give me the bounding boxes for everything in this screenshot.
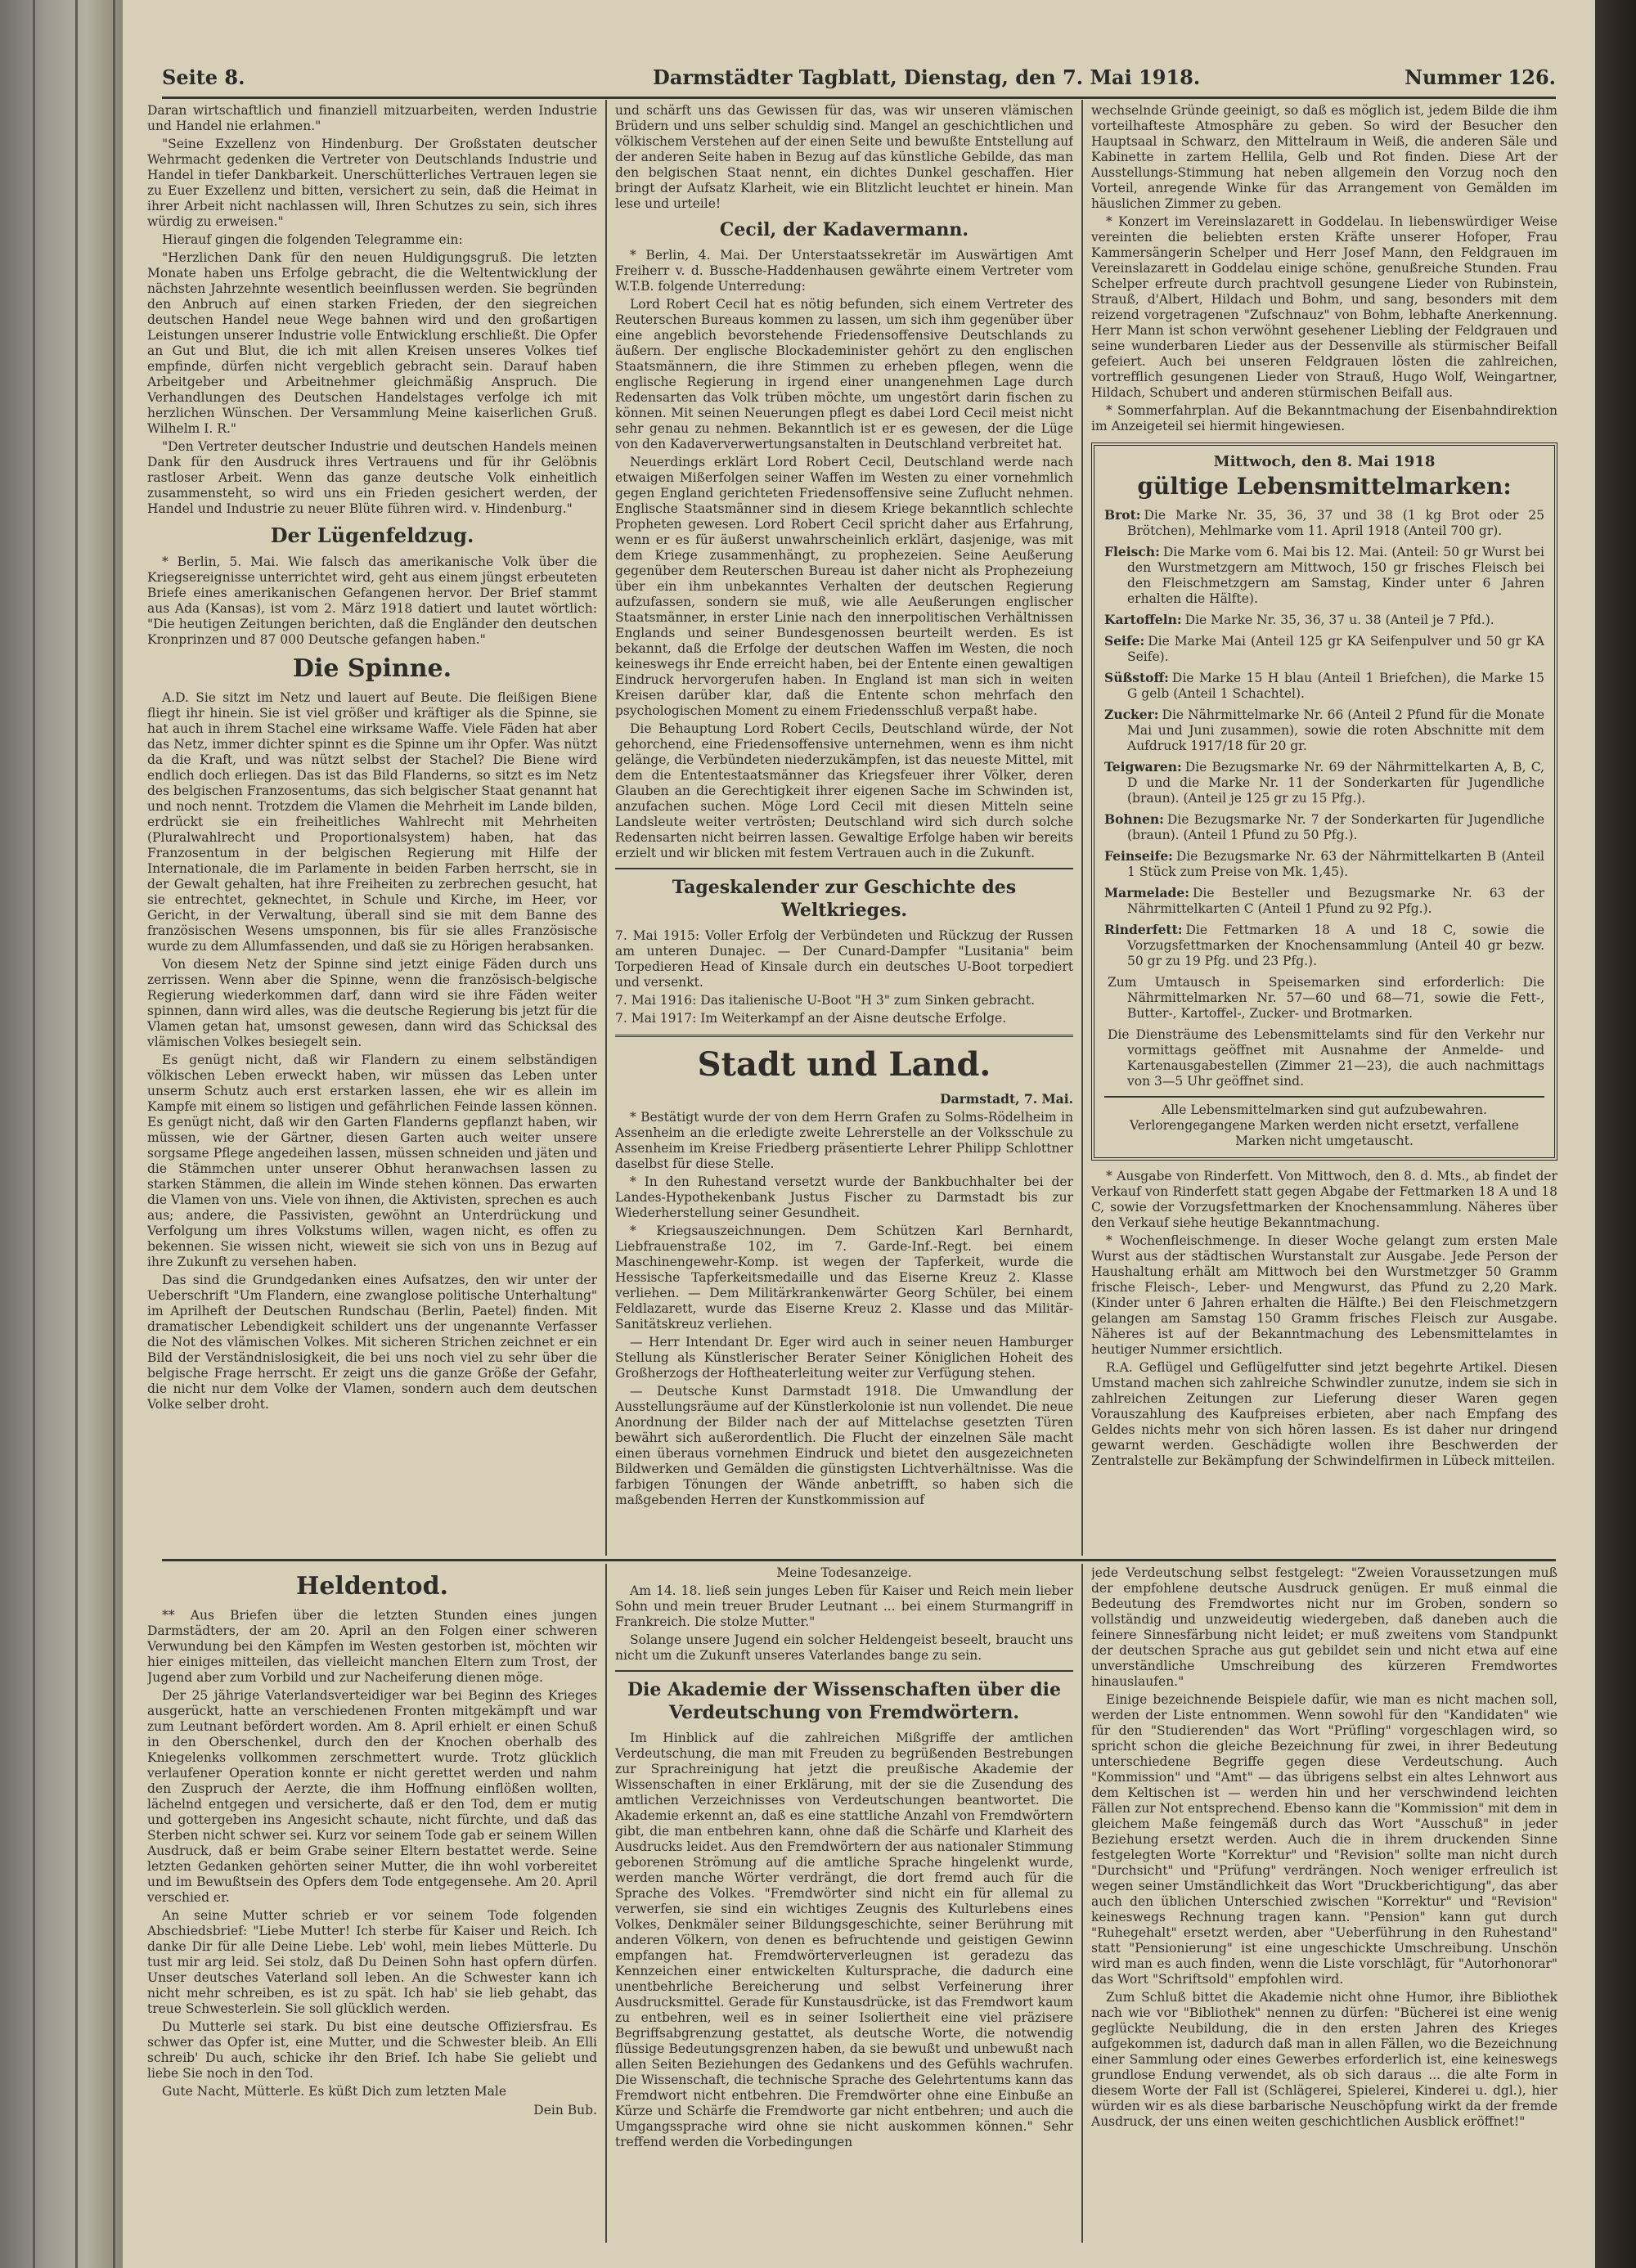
ration-row [1104,670,1544,702]
ration-detail: Die Besteller und Bezugsmarke Nr. 63 der Nährmittelkarten C (Anteil 1 Pfund zu 92 Pfg.). [1127,886,1544,916]
paragraph: Der 25 jährige Vaterlandsverteidiger war bei Beginn des Krieges ausgerückt, hatte an verschiedenen Fronten mitgekämpft und war zum Leutnant befördert worden. Am 8. April erhielt er einen Schuß in den Oberschenkel, durch den der Knochen oberhalb des Kniegelenks vollkommen zerschmettert wurde. Trotz glücklich verlaufener Operation konnte er nicht gerettet werden und nahm den Zuspruch der Aerzte, die ihm Hoffnung einflößen wollten, lächelnd entgegen und versicherte, daß er den Tod, dem er mutig und gottergeben ins Angesicht schaute, nicht fürchte, und daß das Sterben nicht schwer sei. Kurz vor seinem Tode gab er seinem Willen Ausdruck, daß er beim Grabe seiner Eltern bestattet werde. Seine letzten Gedanken gehörten seiner Mutter, die ihn wohl vorbereitet und im Bewußtsein des Opfers dem Tode entgegensehe. Am 20. April verschied er. [147,1688,597,1905]
paragraph: "Herzlichen Dank für den neuen Huldigungsgruß. Die letzten Monate haben uns Erfolge gebracht, die die Weltentwicklung der nächsten Jahrzehnte wesentlich beeinflussen werden. Sie begründen den Anbruch auf einen starken Frieden, der den siegreichen deutschen Handel neue Wege bahnen wird und den großartigen Leistungen unserer Industrie volle Entwicklung erschließt. Die Opfer an Gut und Blut, die ich mit allen Kreisen unseres Volkes tief empfinde, dürfen nicht vergeblich gebracht sein. Darauf haben Arbeitgeber und Arbeitnehmer gleichmäßig Anspruch. Die Verhandlungen des Deutschen Handelstages verfolge ich mit herzlichen Wünschen. Der Versammlung Meine kaiserlichen Gruß. Wilhelm I. R." [147,250,597,436]
ration-row [1104,633,1544,665]
paragraph: * Berlin, 5. Mai. Wie falsch das amerikanische Volk über die Kriegsereignisse unterrichtet wird, geht aus einem jüngst erbeuteten Briefe eines amerikanischen Gefangenen hervor. Der Brief stammt aus Ada (Kansas), ist vom 2. März 1918 datiert und lautet wörtlich: "Die heutigen Zeitungen berichten, daß die Engländer den deutschen Kronprinzen und 87 000 Deutsche gefangen haben." [147,555,597,647]
paragraph: "Seine Exzellenz von Hindenburg. Der Großstaten deutscher Wehrmacht gedenken die Vertreter von Deutschlands Industrie und Handel in tiefer Dankbarkeit. Unerschütterliches Vertrauen legen sie zu Euer Exzellenz und bitten, versichert zu sein, daß die Heimat in ihrer Arbeit nicht nachlassen will, Ihren Schutzes zu sein, sich ihres würdig zu erweisen." [147,137,597,229]
paragraph: Hierauf gingen die folgenden Telegramme ein: [162,232,463,247]
column-1 [147,103,597,1554]
paragraph: An seine Mutter schrieb er vor seinem Tode folgenden Abschiedsbrief: "Liebe Mutter! Ich sterbe für Kaiser und Reich. Ich danke Dir für alle Deine Liebe. Leb' wohl, mein liebes Mütterle. Du tust mir arg leid. Sei stolz, daß Du Deinen Sohn hast opfern dürfen. Unser deutsches Vaterland soll leben. An die Schwester kann ich nicht mehr schreiben, es ist zu spät. Ich hab' sie lieb gehabt, das treue Schwesterlein. Sie soll glücklich werden. [147,1908,597,2016]
paragraph: * Bestätigt wurde der von dem Herrn Grafen zu Solms-Rödelheim in Assenheim an die erledigte zweite Lehrerstelle an der Volksschule zu Assenheim im Kreise Friedberg präsentierte Lehrer Philipp Schlottner daselbst für diese Stelle. [615,1110,1073,1171]
article-title: Heldentod. [296,1572,448,1601]
ration-row [1104,507,1544,539]
column-rule [1081,100,1083,1556]
article-title: Die Spinne. [292,654,452,683]
paragraph: * Berlin, 4. Mai. Der Unterstaatssekretär im Auswärtigen Amt Freiherr v. d. Bussche-Haddenhausen gewährte einem Vertreter vom W.T.B. folgende Unterredung: [615,248,1073,294]
ration-item: Kartoffeln: [1104,612,1182,627]
paragraph: * Kriegsauszeichnungen. Dem Schützen Karl Bernhardt, Liebfrauenstraße 102, im 7. Garde-Inf.-Regt. bei einem Maschinengewehr-Komp. ist wegen der Tapferkeit, wurde die Hessische Tapferkeitsmedaille und das Eiserne Kreuz 2. Klasse verliehen. — Dem Militärkrankenwärter Georg Schüler, bei einem Feldlazarett, wurde das Eiserne Kreuz 2. Klasse und das Militär-Sanitätskreuz verliehen. [615,1224,1073,1332]
paragraph: Von diesem Netz der Spinne sind jetzt einige Fäden durch uns zerrissen. Wenn aber die Spinne, wenn die französisch-belgische Regierung wiederkommen darf, dann wird sie ihre Fäden weiter spinnen, dann wird alles, was die deutsche Regierung bis jetzt für die Vlamen getan hat, umsonst gewesen, dann wird das Schicksal des vlämischen Volkes besiegelt sein. [147,957,597,1049]
dateline: Darmstadt, 7. Mai. [940,1091,1073,1107]
paragraph: — Herr Intendant Dr. Eger wird auch in seiner neuen Hamburger Stellung als Künstlerischer Berater Seiner Königlichen Hoheit des Großherzogs der Hoftheaterleitung weiter zur Verfügung stehen. [615,1335,1073,1381]
letter-signature: Dein Bub. [533,2103,597,2118]
ration-item: Brot: [1104,507,1141,523]
paragraph: Die Behauptung Lord Robert Cecils, Deutschland würde, der Not gehorchend, eine Friedensoffensive unternehmen, wenn es ihm nicht gelänge, die Verbündeten niederzukämpfen, ist das neueste Mittel, mit dem die Ententestaatsmänner das Kriegsfeuer ihrer Völker, deren Glauben an die Gerechtigkeit ihrer eigenen Sache im Schwinden ist, anzufachen suchen. Möge Lord Cecil mit diesen Mitteln seine Landsleute weiter vertrösten; Deutschland wird sich durch solche Redensarten nicht beirren lassen. Gewaltige Erfolge haben wir bereits erzielt und wir blicken mit festem Vertrauen auch in die Zukunft. [615,721,1073,860]
war-calendar [615,928,1073,1026]
section-title: Stadt und Land. [697,1045,991,1084]
article-title: Die Akademie der Wissenschaften über die Verdeutschung von Fremdwörtern. [627,1679,1062,1723]
box-date: Mittwoch, den 8. Mai 1918 [1213,453,1436,470]
ration-row [1104,707,1544,754]
masthead: Darmstädter Tagblatt, Dienstag, den 7. Mai 1918. [653,65,1201,89]
column-rule [1081,1564,1083,2243]
paragraph: wechselnde Gründe geeinigt, so daß es möglich ist, jedem Bilde die ihm vorteilhafteste Atmosphäre zu geben. So wird der Besucher den Hauptsaal in Schwarz, den Mittelraum in Weiß, die anderen Säle und Kabinette in zartem Hellila, Gelb und Rot finden. Diese Art der Ausstellungs-Stimmung hat neben allgemein den Vorzug noch den Vorteil, anregende Winke für das Arrangement von Gemälden im häuslichen Zimmer zu geben. [1091,103,1557,211]
ration-item: Zucker: [1104,707,1159,722]
paragraph: Am 14. 18. ließ sein junges Leben für Kaiser und Reich mein lieber Sohn und mein treuer Bruder Leutnant ... bei einem Sturmangriff in Frankreich. Die stolze Mutter." [615,1583,1073,1629]
ration-row [1104,612,1544,628]
newspaper-sheet [123,0,1595,2268]
ration-detail: Die Marke Nr. 35, 36, 37 und 38 (1 kg Brot oder 25 Brötchen), Mehlmarke vom 11. April 1918 (Anteil 700 gr). [1127,508,1544,538]
paragraph: * Sommerfahrplan. Auf die Bekanntmachung der Eisenbahndirektion im Anzeigeteil sei hiermit hingewiesen. [1091,403,1557,433]
paragraph: Es genügt nicht, daß wir Flandern zu einem selbständigen völkischen Leben erweckt haben, wir müssen das Leben unter unserm Schutz auch erst erstarken lassen, ehe wir es allein im Kampfe mit einem so listigen und gefährlichen Feinde lassen können. Es genügt nicht, daß wir den Garten Flanderns gepflanzt haben, wir müssen, wie der Gärtner, diesen Garten auch weiter unsere sorgsame Pflege angedeihen lassen, müssen schneiden und jäten und die Stämmchen unter unserer Obhut heranwachsen lassen zu starken Stämmen, die allein im Winde stehen können. Das erwarten die Vlamen von uns. Viele von ihnen, die Aktivisten, sprechen es auch aus; andere, die Passivisten, gewöhnt an Unterdrückung und Verfolgung um ihres Volkstums willen, wagen nicht, es offen zu bekennen. Sie wissen nicht, wieweit sie sich von uns in Bezug auf ihre Zukunft zu versehen haben. [147,1053,597,1269]
ration-detail: Die Bezugsmarke Nr. 69 der Nährmittelkarten A, B, C, D und die Marke Nr. 11 der Sonderkarten für Jugendliche (braun). (Anteil je 125 gr zu 15 Pfg.). [1127,760,1544,806]
page-header [162,59,1556,93]
ration-row [1104,811,1544,843]
ration-row [1104,544,1544,607]
ration-row [1104,922,1544,969]
paragraph: * Konzert im Vereinslazarett in Goddelau. In liebenswürdiger Weise vereinten die beliebten ersten Kräfte unserer Hofoper, Frau Kammersängerin Schelper und Herr Josef Mann, den Feldgrauen im Vereinslazarett in Goddelau einige schöne, genußreiche Stunden. Frau Schelper erfreute durch prachtvoll gesungene Lieder von Rubinstein, Strauß, d'Albert, Hildach und Bohm, und sang, besonders mit dem reizend vorgetragenen "Zufschnauz" von Bohm, lebhafte Anerkennung. Herr Mann ist schon verwöhnt gesehener Liebling der Feldgrauen und seine wunderbaren Lieder aus der Dessenville als stürmischer Beifall gefeiert. Auch bei unseren Feldgrauen lösten die zahlreichen, vortrefflich gesungenen Lieder von Strauß, Hugo Wolf, Weingartner, Hildach, Schubert und anderen stürmischen Beifall aus. [1091,214,1557,400]
page-number: Seite 8. [162,65,245,89]
calendar-entry: 7. Mai 1915: Voller Erfolg der Verbündeten und Rückzug der Russen am unteren Dunajec. — Der Cunard-Dampfer "Lusitania" beim Torpedieren Head of Kinsale durch ein deutsches U-Boot torpediert und versenkt. [615,928,1073,990]
paragraph: Du Mutterle sei stark. Du bist eine deutsche Offiziersfrau. Es schwer das Opfer ist, eine Mutter, und die Schwester bleib. An Elli schreib' Du auch, schicke ihr den Brief. Ich habe Sie geliebt und liebe Sie noch in den Tod. [147,2019,597,2081]
lower-column-1 [147,1565,597,2244]
header-rule [162,97,1556,99]
paragraph: "Den Vertreter deutscher Industrie und deutschen Handels meinen Dank für den Ausdruck ihres Vertrauens und für ihr Gelöbnis rastloser Arbeit. Wenn das ganze deutsche Volk einheitlich zusammensteht, so wird uns ein Frieden gesichert werden, der Handel und Industrie zu neuer Blüte führen wird. v. Hindenburg." [147,439,597,516]
paragraph: Gute Nacht, Mütterle. Es küßt Dich zum letzten Male [162,2084,507,2099]
ration-row [1104,759,1544,806]
calendar-entry: 7. Mai 1917: Im Weiterkampf an der Aisne deutsche Erfolge. [615,1011,1007,1026]
ration-item: Süßstoff: [1104,670,1169,685]
binding-crease [113,0,115,2268]
page-edge-shadow [1595,0,1636,2268]
section-rule [615,1035,1073,1037]
column-rule [605,100,607,1556]
ration-row [1104,1026,1544,1089]
ration-detail: Die Bezugsmarke Nr. 63 der Nährmittelkarten B (Anteil 1 Stück zum Preise von Mk. 1,45). [1127,849,1544,879]
ration-item: Fleisch: [1104,544,1160,559]
ration-item: Feinseife: [1104,848,1173,864]
box-title: gültige Lebensmittelmarken: [1137,473,1512,500]
ration-item: Rinderfett: [1104,922,1183,937]
paragraph: A.D. Sie sitzt im Netz und lauert auf Beute. Die fleißigen Biene fliegt ihr hinein. Sie ist viel größer und kräftiger als die Spinne, sie hat auch in ihrem Stachel eine wirksame Waffe. Viele Fäden hat aber das Netz, immer dichter spinnt es die Spinne um ihr Opfer. Was nützt da die Kraft, und was nützt selbst der Stachel? Die Biene wird endlich doch erliegen. Das ist das Bild Flanderns, so sitzt es im Netz des belgischen Franzosentums, das sich belgischer Staat genannt hat und noch nennt. Trotzdem die Vlamen die Mehrheit im Lande bilden, erdrückt sie ein freiheitliches Wahlrecht mit Mehrheiten (Pluralwahlrecht und Proportionalsystem) haben, hat das Franzosentum in der belgischen Regierung mit Hilfe der Internationale, die im Parlamente in beiden Farben herrscht, sie in der Gewalt gehalten, hat ihre Freiheiten zu zerbrechen gesucht, hat sie entrechtet, geknechtet, in Schule und Kirche, im Heer, vor Gericht, in der Verwaltung, überall sind sie mit dem Banne des französischen Wesens umsponnen, bis für sie alles Französische wurde zu dem Allumfassenden, und daß sie zu Hörigen herabsanken. [147,690,597,954]
column-rule [605,1564,607,2243]
ration-row [1104,848,1544,880]
ration-item: Marmelade: [1104,885,1189,900]
paragraph: R.A. Geflügel und Geflügelfutter sind jetzt begehrte Artikel. Diesen Umstand machen sich zahlreiche Schwindler zunutze, indem sie sich in zahlreichen Zeitungen zur Lieferung dieser Waren gegen Vorauszahlung des Kaufpreises erbieten, aber nach Empfang des Geldes nichts mehr von sich hören lassen. Es ist daher nur dringend gewarnt werden. Geschädigte wollen ihre Beschwerden der Zentralstelle zur Bekämpfung der Schwindelfirmen in Lübeck mitteilen. [1091,1360,1557,1468]
lower-column-2 [615,1565,1073,2244]
calendar-entry: 7. Mai 1916: Das italienische U-Boot "H 3" zum Sinken gebracht. [615,993,1036,1008]
paragraph: jede Verdeutschung selbst festgelegt: "Zweien Voraussetzungen muß der empfohlene deutsche Ausdruck genügen. Er muß einmal die Bedeutung des Fremdwortes nicht nur im Groben, sondern so vollständig und unzweideutig wiedergeben, daß daneben auch die feinere Sinnesfärbung nicht leidet; er muß zweitens vom Standpunkt der deutschen Sprache aus gut gebildet sein und nicht etwa auf eine unverständliche Umschreibung des kürzeren Fremdwortes hinauslaufen." [1091,1565,1557,1689]
section-rule [615,868,1073,869]
paragraph: und schärft uns das Gewissen für das, was wir unseren vlämischen Brüdern und uns selber schuldig sind. Mangel an geschichtlichen und völkischem Verstehen auf der einen Seite und bewußte Entstellung auf der anderen Seite haben in Bezug auf das künstliche Gebilde, das man den belgischen Staat nennt, ein dichtes Dunkel geschaffen. Hier bringt der Aufsatz Klarheit, wie ein Blitzlicht leuchtet er hinein. Man lese und urteile! [615,103,1073,211]
paragraph: Lord Robert Cecil hat es nötig befunden, sich einem Vertreter des Reuterschen Bureaus kommen zu lassen, um sich ihm gegenüber über eine angeblich bevorstehende Friedensoffensive Deutschlands zu äußern. Der englische Blockademinister gehört zu den englischen Staatsmännern, die ihre Stimmen zu erheben pflegen, wenn die englische Regierung in irgend einer unangenehmen Lage durch Redensarten das Volk trüben möchte, um ungestört darin fischen zu können. Mit seinen Neuerungen pflegt es dabei Lord Cecil meist nicht sehr genau zu nehmen. Bekanntlich ist er es gewesen, der die Lüge von den Kadaververwertungsanstalten in Deutschland verbreitet hat. [615,297,1073,451]
ration-detail: Die Diensträume des Lebensmittelamts sind für den Verkehr nur vormittags geöffnet mit Ausnahme der Anmelde- und Kartenausgabestellen (Zimmer 21—23), die auch nachmittags von 3—5 Uhr geöffnet sind. [1108,1027,1544,1089]
paragraph: Einige bezeichnende Beispiele dafür, wie man es nicht machen soll, werden der Liste entnommen. Wenn sowohl für den "Kandidaten" wie für den "Studierenden" das Wort "Prüfling" vorgeschlagen wird, so spricht schon die gleiche Bezeichnung für zwei, in ihrer Bedeutung unterschiedene Begriffe gegen diese Verdeutschung. Auch "Kommission" und "Amt" — das übrigens selbst ein altes Lehnwort aus dem Keltischen ist — werden hin und her verschwindend leichten Fällen zur Not entsprechend. Ebenso kann die "Kommission" mit dem in gleichem Maße feingemäß durch das Wort "Ausschuß" in jeder Beziehung ersetzt werden. Auch die in ihrem druckenden Sinne festgelegten Worte "Korrektur" und "Revision" sollte man nicht durch "Durchsicht" und "Prüfung" verdrängen. Noch weniger erfreulich ist wegen seiner Umständlichkeit das Wort "Druckberichtigung", das aber auch den üblichen Unterschied zwischen "Korrektur" und "Revision" keineswegs Rechnung tragen kann. "Pension" kann gut durch "Ruhegehalt" ersetzt werden, aber "Ueberführung in den Ruhestand" statt "Pensionierung" ist eine ungeschickte Umschreibung. Unschön wird man es auch finden, wenn die Liste vorschlägt, für "Autorhonorar" das Wort "Schriftsold" empfohlen wird. [1091,1692,1557,1987]
box-footnote: Alle Lebensmittelmarken sind gut aufzubewahren. Verlorengegangene Marken werden nicht ersetzt, verfallene Marken nicht umgetauscht. [1104,1096,1544,1149]
ration-detail: Die Marke 15 H blau (Anteil 1 Briefchen), die Marke 15 G gelb (Anteil 1 Schachtel). [1127,671,1544,701]
paragraph: — Deutsche Kunst Darmstadt 1918. Die Umwandlung der Ausstellungsräume auf der Künstlerkolonie ist nun vollendet. Die neue Anordnung der Bilder nach der auf Mittelachse gesetzten Türen bewährt sich außerordentlich. Die Flucht der einzelnen Säle macht einen überaus vornehmen Eindruck und bietet den ausgezeichneten Bildwerken und Gemälden die günstigsten Lichtverhältnisse. Was die farbigen Tönungen der Wände anbetrifft, so haben sich die maßgebenden Herren der Kunstkommission auf [615,1384,1073,1507]
paragraph: Daran wirtschaftlich und finanziell mitzuarbeiten, werden Industrie und Handel nie erlahmen." [147,103,597,133]
paragraph: Neuerdings erklärt Lord Robert Cecil, Deutschland werde nach etwaigen Mißerfolgen seiner Waffen im Westen zu einer vornehmlich gegen England gerichteten Friedensoffensive seine Zuflucht nehmen. Englische Staatsmänner sind in diesem Kriege bekanntlich schlechte Propheten gewesen. Lord Robert Cecil spricht daher aus Erfahrung, wenn er es für äußerst unwahrscheinlich erklärt, dasjenige, was mit dem Kriege zusammenhängt, zu prophezeien. Seine Aeußerung gegenüber dem Reuterschen Bureau ist daher nicht als Prophezeiung über ein ihm unbekanntes Verhalten der deutschen Regierung aufzufassen, sondern sie muß, wie alle Aeußerungen englischer Staatsmänner, in erster Linie nach den innerpolitischen Verhältnissen Englands und seiner Bundesgenossen beurteilt werden. Es ist bekannt, daß die Erfolge der deutschen Waffen im Westen, die noch keineswegs ihr Ende erreicht haben, bei der Entente einen gewaltigen Eindruck hervorgerufen haben. In England ist man sich in weiten Kreisen darüber klar, daß die Entente schon mehrfach den psychologischen Moment zu einem Friedensschluß verpaßt habe. [615,455,1073,718]
paragraph: Im Hinblick auf die zahlreichen Mißgriffe der amtlichen Verdeutschung, die man mit Freuden zu begrüßenden Bestrebungen zur Sprachreinigung hat jetzt die preußische Akademie der Wissenschaften in einer Erklärung, mit der sie die Zusendung des amtlichen Verzeichnisses von Verdeutschungen beantwortet. Die Akademie erkennt an, daß es eine stattliche Anzahl von Fremdwörtern gibt, die man entbehren kann, ohne daß die Schärfe und Klarheit des Ausdrucks leidet. Aus den Fremdwörtern der aus nationaler Stimmung geborenen Strömung auf die amtliche Sprache hingelenkt wurde, werden manche Wörter verdrängt, die dort fremd auch für die Sprache des Volkes. "Fremdwörter sind nicht ein für allemal zu verwerfen, sie sind ein wichtiges Zeugnis des Kulturlebens eines Volkes, Denkmäler seiner Bildungsgeschichte, seiner Berührung mit anderen Völkern, von denen es befruchtende und geistigen Gewinn empfangen hat. Fremdwörterverleugnen ist geradezu das Kennzeichen einer entwickelten Kultursprache, die dadurch eine unentbehrliche Bereicherung und selbst Verfeinerung ihrer Ausdrucksmittel. Gerade für Kunstausdrücke, ist das Fremdwort kaum zu entbehren, weil es in seiner Isoliertheit eine viel präzisere Begriffsabgrenzung gestattet, als deutsche Worte, die notwendig flüssige Bedeutungsgrenzen haben, da sie bewußt und unbewußt nach allen Seiten Beziehungen des Gedankens und des Gefühls wachrufen. Die Wissenschaft, die technische Sprache des Gelehrtentums kann das Fremdwort nicht entbehren. Die Fremdwörter ohne eine Einbuße an Kürze und Schärfe die Fremdworte gar nicht entbehren; und auch die Umgangssprache wird ohne sie nicht auskommen können." Sehr treffend werden die Vorbedingungen [615,1731,1073,2149]
ration-detail: Die Marke Mai (Anteil 125 gr KA Seifenpulver und 50 gr KA Seife). [1127,634,1544,664]
paragraph: ** Aus Briefen über die letzten Stunden eines jungen Darmstädters, der am 20. April an den Folgen einer schweren Verwundung bei den Kämpfen im Westen gestorben ist, möchten wir hier einiges mitteilen, das vielleicht manchen Eltern zum Trost, der Jugend aber zum Vorbild und zur Nacheiferung dienen möge. [147,1608,597,1685]
column-2 [615,103,1073,1554]
ration-row [1104,974,1544,1022]
ration-detail: Die Fettmarken 18 A und 18 C, sowie die Vorzugsfettmarken der Knochensammlung (Anteil 40 gr bezw. 50 gr zu 19 Pfg. und 23 Pfg.). [1127,923,1544,968]
ration-item: Seife: [1104,633,1145,649]
paragraph: Meine Todesanzeige. [776,1565,912,1580]
binding-crease [75,0,78,2268]
paragraph: Solange unsere Jugend ein solcher Heldengeist beseelt, braucht uns nicht um die Zukunft unseres Vaterlandes bange zu sein. [615,1633,1073,1663]
section-divider [162,1559,1556,1561]
lower-column-3 [1091,1565,1557,2244]
paragraph: * In den Ruhestand versetzt wurde der Bankbuchhalter bei der Landes-Hypothekenbank Justus Fischer zu Darmstadt bis zur Wiederherstellung seiner Gesundheit. [615,1174,1073,1220]
book-binding [0,0,123,2268]
ration-detail: Die Nährmittelmarke Nr. 66 (Anteil 2 Pfund für die Monate Mai und Juni zusammen), sowie die roten Abschnitte mit dem Aufdruck 1917/18 für 20 gr. [1127,707,1544,753]
ration-detail: Zum Umtausch in Speisemarken sind erforderlich: Die Nährmittelmarken Nr. 57—60 und 68—71, sowie die Fett-, Butter-, Kartoffel-, Zucker- und Brotmarken. [1108,975,1544,1021]
ration-detail: Die Bezugsmarke Nr. 7 der Sonderkarten für Jugendliche (braun). (Anteil 1 Pfund zu 50 Pfg.). [1127,812,1544,842]
column-3 [1091,103,1557,1554]
paragraph: * Ausgabe von Rinderfett. Von Mittwoch, den 8. d. Mts., ab findet der Verkauf von Rinderfett statt gegen Abgabe der Fettmarken 18 A und 18 C, sowie der Vorzugsfettmarken der Knochensammlung. Näheres über den Verkauf siehe heutige Bekanntmachung. [1091,1169,1557,1230]
ration-item: Bohnen: [1104,811,1164,827]
article-title: Der Lügenfeldzug. [270,523,474,547]
ration-detail: Die Marke Nr. 35, 36, 37 u. 38 (Anteil je 7 Pfd.). [1184,613,1494,627]
paragraph: Zum Schluß bittet die Akademie nicht ohne Humor, ihre Bibliothek nach wie vor "Bibliothek" nennen zu dürfen: "Bücherei ist eine wenig geglückte Neubildung, die in den ersten Jahren des Krieges aufgekommen ist, dadurch daß man in allen Fällen, wo die Bezeichnung einer Sammlung oder eines Gewerbes erforderlich ist, eine keineswegs grundlose Endung verwendet, als ob sich daraus ... die alte Form in diesem Worte der Fall ist (Schlägerei, Spielerei, Kinderei u. dgl.), hier würden wir es als diese barbarische Neuschöpfung wirkt da der fremde Ausdruck, der uns einen weiten geschichtlichen Ausblick eröffnet!" [1091,1990,1557,2129]
ration-stamps-box [1091,442,1557,1161]
paragraph: * Wochenfleischmenge. In dieser Woche gelangt zum ersten Male Wurst aus der städtischen Wurstanstalt zur Ausgabe. Jede Person der Haushaltung erhält am Mittwoch bei den Wurstmetzger 50 Gramm frische Fleisch-, Leber- und Mengwurst, das Pfund zu 2,20 Mark. (Kinder unter 6 Jahren erhalten die Hälfte.) Bei den Fleischmetzgern gelangen am Samstag 150 Gramm frisches Fleisch zur Ausgabe. Näheres ist auf der Bekanntmachung des Lebensmittelamtes in heutiger Nummer ersichtlich. [1091,1233,1557,1357]
issue-number: Nummer 126. [1405,65,1556,89]
section-rule [615,1670,1073,1672]
ration-detail: Die Marke vom 6. Mai bis 12. Mai. (Anteil: 50 gr Wurst bei den Wurstmetzgern am Mittwoch, 150 gr frisches Fleisch bei den Fleischmetzgern am Samstag, Kinder unter 6 Jahren erhalten die Hälfte). [1127,545,1544,606]
ration-item: Teigwaren: [1104,759,1182,775]
paragraph: Das sind die Grundgedanken eines Aufsatzes, den wir unter der Ueberschrift "Um Flandern, eine zwanglose politische Unterhaltung" im Aprilheft der Deutschen Rundschau (Berlin, Paetel) finden. Mit dramatischer Lebendigkeit schildert uns der ungenannte Verfasser die Not des vlämischen Volkes. Mit sicheren Strichen zeichnet er ein Bild der Verständnislosigkeit, die bei uns noch viel zu sehr über die belgische Frage herrscht. Er zeigt uns die ganze Größe der Gefahr, die nicht nur dem Volke der Vlamen, sondern auch dem deutschen Volke selber droht. [147,1273,597,1412]
ration-row [1104,885,1544,917]
binding-crease [33,0,35,2268]
article-title: Cecil, der Kadavermann. [719,219,969,240]
calendar-title: Tageskalender zur Geschichte des Weltkrieges. [672,877,1017,921]
